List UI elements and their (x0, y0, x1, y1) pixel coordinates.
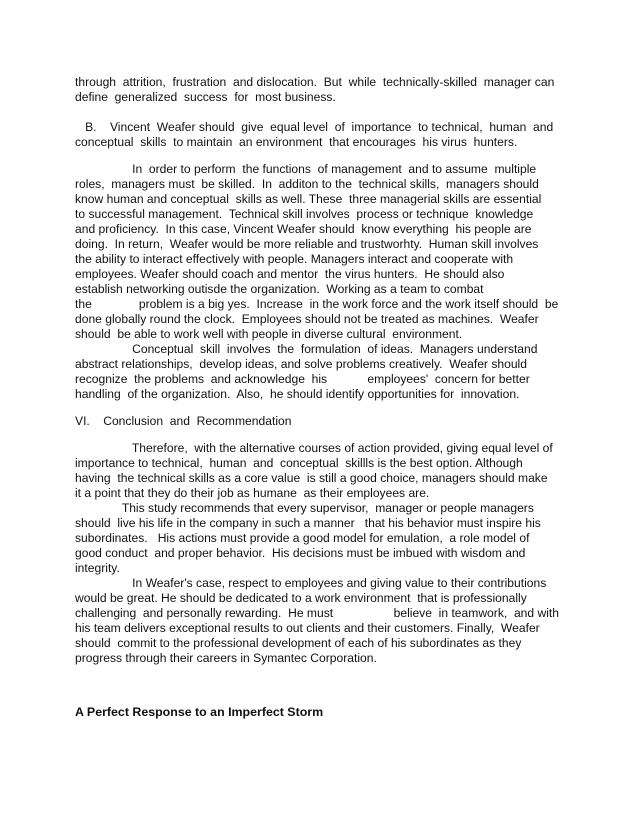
paragraph-line: This study recommends that every supervisor, manager or people managers (75, 501, 534, 515)
section-heading: VI. Conclusion and Recommendation (75, 414, 292, 428)
paragraph-line: his team delivers exceptional results to out clients and their customers. Finally, Weafer (75, 621, 540, 635)
paragraph-line: In order to perform the functions of management and to assume multiple (75, 162, 537, 176)
paragraph-line: challenging and personally rewarding. He must believe in teamwork, and with (75, 606, 559, 620)
paragraph-line: progress through their careers in Symantec Corporation. (75, 651, 377, 665)
paragraph-line: employees. Weafer should coach and mentor the virus hunters. He should also (75, 267, 505, 281)
paragraph-line: and proficiency. In this case, Vincent Weafer should know everything his people are (75, 222, 532, 236)
paragraph-line: the ability to interact effectively with people. Managers interact and cooperate with (75, 252, 514, 266)
chapter-heading: A Perfect Response to an Imperfect Storm (75, 705, 324, 719)
paragraph-line: integrity. (75, 561, 120, 575)
section-b-line: conceptual skills to maintain an environment that encourages his virus hunters. (75, 135, 518, 149)
section-b-line: B. Vincent Weafer should give equal level of importance to technical, human and (75, 120, 554, 134)
paragraph-line: should be able to work well with people in diverse cultural environment. (75, 327, 463, 341)
intro-line: define generalized success for most business. (75, 90, 336, 104)
paragraph-line: abstract relationships, develop ideas, and solve problems creatively. Weafer should (75, 357, 527, 371)
paragraph-line: it a point that they do their job as humane as their employees are. (75, 486, 430, 500)
paragraph-line: the problem is a big yes. Increase in the work force and the work itself should be (75, 297, 559, 311)
paragraph-line: Therefore, with the alternative courses of action provided, giving equal level of (75, 441, 553, 455)
paragraph-line: handling of the organization. Also, he should identify opportunities for innovation. (75, 387, 520, 401)
paragraph-line: done globally round the clock. Employees should not be treated as machines. Weafer (75, 312, 539, 326)
paragraph-line: roles, managers must be skilled. In additon to the technical skills, managers should (75, 177, 539, 191)
paragraph-line: should commit to the professional development of each of his subordinates as they (75, 636, 522, 650)
intro-line: through attrition, frustration and dislocation. But while technically-skilled manager can (75, 75, 555, 89)
paragraph-line: In Weafer's case, respect to employees and giving value to their contributions (75, 576, 547, 590)
paragraph-line: recognize the problems and acknowledge his employees' concern for better (75, 372, 530, 386)
paragraph-line: Conceptual skill involves the formulation of ideas. Managers understand (75, 342, 538, 356)
paragraph-line: good conduct and proper behavior. His decisions must be imbued with wisdom and (75, 546, 526, 560)
paragraph-line: know human and conceptual skills as well. These three managerial skills are essential (75, 192, 542, 206)
paragraph-line: would be great. He should be dedicated to a work environment that is professionally (75, 591, 527, 605)
paragraph-line: importance to technical, human and conceptual skillls is the best option. Although (75, 456, 523, 470)
paragraph-line: to successful management. Technical skill involves process or technique knowledge (75, 207, 534, 221)
paragraph-line: should live his life in the company in such a manner that his behavior must inspire his (75, 516, 541, 530)
paragraph-line: establish networking outisde the organization. Working as a team to combat (75, 282, 484, 296)
paragraph-line: subordinates. His actions must provide a good model for emulation, a role model of (75, 531, 530, 545)
paragraph-line: doing. In return, Weafer would be more reliable and trustworhty. Human skill involves (75, 237, 539, 251)
paragraph-line: having the technical skills as a core value is still a good choice, managers should make (75, 471, 548, 485)
